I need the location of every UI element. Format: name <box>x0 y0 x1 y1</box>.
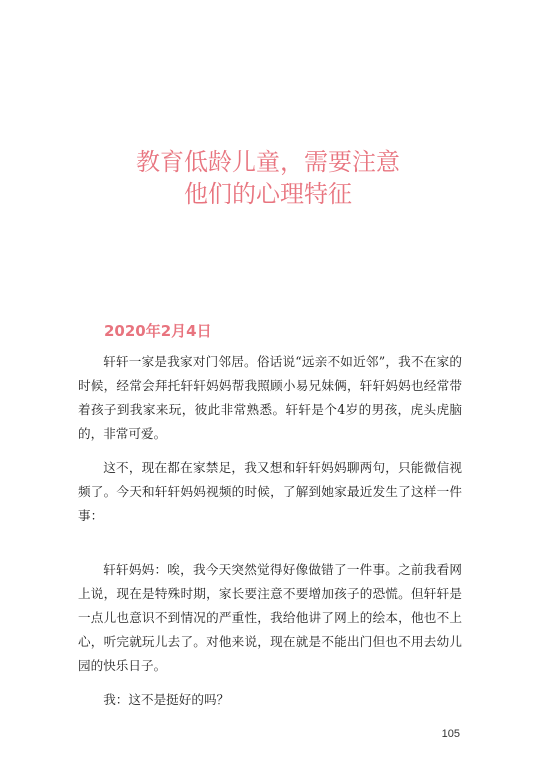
chapter-title-line-1: 教育低龄儿童，需要注意 <box>136 148 400 176</box>
chapter-title-line-2: 他们的心理特征 <box>184 180 352 208</box>
chapter-title <box>0 146 536 210</box>
page-number: 105 <box>441 728 460 740</box>
entry-date: 2020年2月4日 <box>104 322 212 340</box>
paragraph-4: 我：这不是挺好的吗？ <box>103 692 230 707</box>
paragraph-3: 轩轩妈妈：唉，我今天突然觉得好像做错了一件事。之前我看网上说，现在是特殊时期，家长要注意不要增加孩子的恐慌。但轩轩是一点儿也意识不到情况的严重性，我给他讲了网上的绘本，他也不上心，听完就玩儿去了。对他来说，现在就是不能出门但也不用去幼儿园的快乐日子。 <box>78 562 462 673</box>
paragraph-2: 这不，现在都在家禁足，我又想和轩轩妈妈聊两句，只能微信视频了。今天和轩轩妈妈视频的时候，了解到她家最近发生了这样一件事： <box>78 460 462 523</box>
paragraph-1: 轩轩一家是我家对门邻居。俗话说“远亲不如近邻”，我不在家的时候，经常会拜托轩轩妈妈帮我照顾小易兄妹俩，轩轩妈妈也经常带着孩子到我家来玩，彼此非常熟悉。轩轩是个4岁的男孩，虎头虎脑的，非常可爱。 <box>78 354 462 441</box>
